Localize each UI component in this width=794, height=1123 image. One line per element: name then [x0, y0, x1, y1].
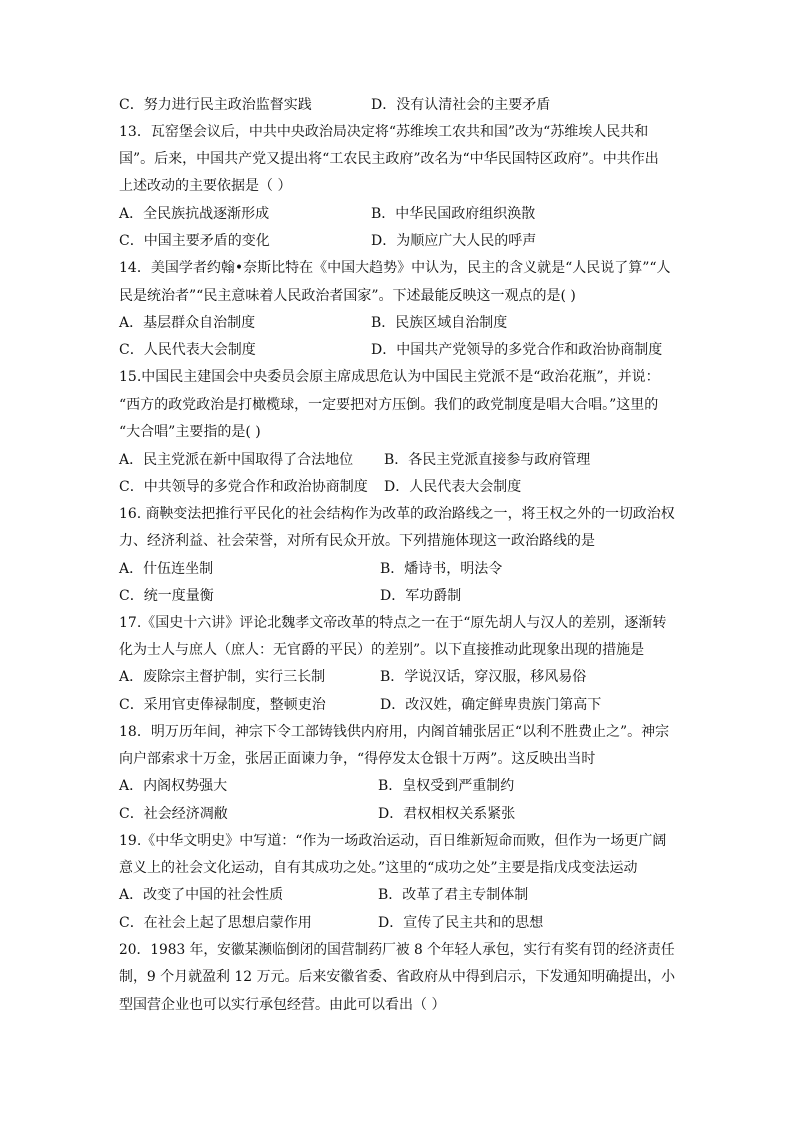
q16-option-c: C．统一度量衡 [119, 588, 214, 604]
q17-option-b: B．学说汉话，穿汉服，移风易俗 [380, 669, 587, 685]
q17-option-a: A．废除宗主督护制，实行三长制 [119, 669, 326, 685]
q16-option-b: B．燔诗书，明法令 [380, 561, 503, 577]
q16-option-d: D．军功爵制 [380, 588, 462, 604]
q17-option-c: C．采用官吏俸禄制度，整顿吏治 [119, 697, 326, 713]
q12-option-d: D．没有认清社会的主要矛盾 [371, 97, 551, 113]
q15-option-a: A．民主党派在新中国取得了合法地位 [119, 452, 354, 468]
q19-option-b: B．改革了君主专制体制 [378, 887, 529, 903]
q15-option-d: D．人民代表大会制度 [384, 479, 522, 495]
q14-option-c: C．人民代表大会制度 [119, 342, 256, 358]
q13-stem-line-1: 13．瓦窑堡会议后，中共中央政治局决定将“苏维埃工农共和国”改为“苏维埃人民共和 [119, 124, 649, 140]
q12-option-c: C．努力进行民主政治监督实践 [119, 97, 312, 113]
q18-stem-line-1: 18．明万历年间，神宗下令工部铸钱供内府用，内阁首辅张居正“以利不胜费止之”。神宗 [119, 724, 670, 740]
q18-option-d: D．君权相权关系紧张 [378, 806, 516, 822]
q17-stem-line-1: 17.《国史十六讲》评论北魏孝文帝改革的特点之一在于“原先胡人与汉人的差别，逐渐转 [119, 615, 667, 631]
q18-stem-line-2: 向户部索求十万金，张居正面谏力争，“得停发太仓银十万两”。这反映出当时 [119, 751, 596, 767]
q14-option-d: D．中国共产党领导的多党合作和政治协商制度 [371, 342, 663, 358]
q13-option-b: B．中华民国政府组织涣散 [371, 206, 536, 222]
q16-stem-line-1: 16. 商鞅变法把推行平民化的社会结构作为改革的政治路线之一，将王权之外的一切政治权 [119, 506, 675, 522]
q20-stem-line-2: 制，9 个月就盈利 12 万元。后来安徽省委、省政府从中得到启示，下发通知明确提出，小 [119, 969, 676, 985]
q19-option-d: D．宣传了民主共和的思想 [378, 915, 544, 931]
q13-option-a: A．全民族抗战逐渐形成 [119, 206, 270, 222]
q18-option-c: C．社会经济凋敝 [119, 806, 228, 822]
q14-option-b: B．民族区域自治制度 [371, 315, 508, 331]
q13-option-c: C．中国主要矛盾的变化 [119, 233, 270, 249]
q18-option-a: A．内阁权势强大 [119, 778, 228, 794]
q16-stem-line-2: 力、经济利益、社会荣誉，对所有民众开放。下列措施体现这一政治路线的是 [119, 533, 595, 549]
q17-option-d: D．改汉姓，确定鲜卑贵族门第高下 [380, 697, 602, 713]
q19-option-c: C．在社会上起了思想启蒙作用 [119, 915, 312, 931]
q15-stem-line-1: 15.中国民主建国会中央委员会原主席成思危认为中国民主党派不是“政治花瓶”，并说： [119, 369, 660, 385]
q15-option-c: C．中共领导的多党合作和政治协商制度 [119, 479, 368, 495]
q14-option-a: A．基层群众自治制度 [119, 315, 256, 331]
q14-stem-line-2: 民是统治者”“民主意味着人民政治者国家”。下述最能反映这一观点的是( ) [119, 288, 576, 304]
q20-stem-line-1: 20．1983 年，安徽某濒临倒闭的国营制药厂被 8 个年轻人承包，实行有奖有罚的经济责任 [119, 942, 675, 958]
q15-stem-line-3: “大合唱”主要指的是( ) [119, 424, 261, 440]
q13-stem-line-2: 国”。后来，中国共产党又提出将“工农民主政府”改名为“中华民国特区政府”。中共作出 [119, 151, 659, 167]
q19-stem-line-1: 19.《中华文明史》中写道：“作为一场政治运动，百日维新短命而败，但作为一场更广阔 [119, 833, 667, 849]
q13-option-d: D．为顺应广大人民的呼声 [371, 233, 537, 249]
q13-stem-line-3: 上述改动的主要依据是（ ） [119, 178, 292, 194]
q16-option-a: A．什伍连坐制 [119, 561, 214, 577]
q15-option-b: B．各民主党派直接参与政府管理 [384, 452, 591, 468]
q18-option-b: B．皇权受到严重制约 [378, 778, 515, 794]
q19-stem-line-2: 意义上的社会文化运动，自有其成功之处。”这里的“成功之处”主要是指戊戌变法运动 [119, 860, 638, 876]
q20-stem-line-3: 型国营企业也可以实行承包经营。由此可以看出（ ） [119, 997, 446, 1013]
q19-option-a: A．改变了中国的社会性质 [119, 887, 284, 903]
q15-stem-line-2: “西方的政党政治是打橄榄球，一定要把对方压倒。我们的政党制度是唱大合唱。”这里的 [119, 397, 659, 413]
q17-stem-line-2: 化为士人与庶人（庶人：无官爵的平民）的差别”。以下直接推动此现象出现的措施是 [119, 642, 645, 658]
q14-stem-line-1: 14．美国学者约翰•奈斯比特在《中国大趋势》中认为，民主的含义就是“人民说了算”“人 [119, 260, 671, 276]
